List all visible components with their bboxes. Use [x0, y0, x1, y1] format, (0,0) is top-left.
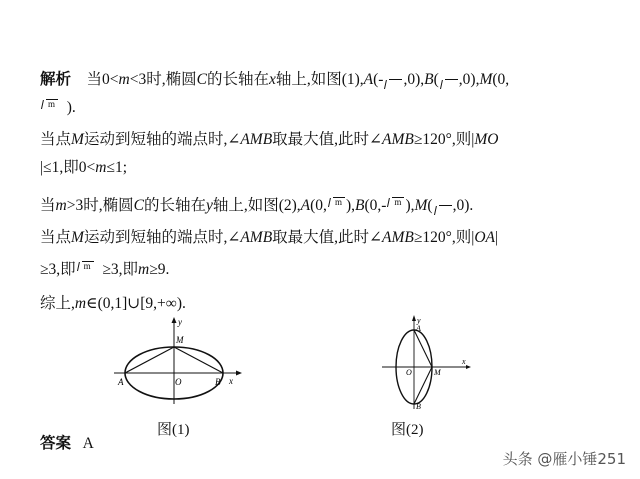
text: ≥9.	[149, 261, 170, 278]
text: 轴上,如图(2),	[212, 197, 301, 214]
x-axis-arrow	[236, 371, 242, 376]
text: 轴上,如图(1),	[275, 71, 364, 88]
text: ),	[405, 197, 415, 214]
text: (	[427, 197, 433, 214]
text: ≤1;	[106, 159, 128, 176]
text: ≥3,即	[102, 261, 139, 278]
text: 当点	[40, 131, 72, 148]
point-M: M	[479, 71, 493, 88]
label-O: O	[406, 368, 412, 377]
label-A: A	[416, 324, 421, 333]
text: (0,	[310, 197, 327, 214]
label-A: A	[118, 377, 124, 387]
text: ∈(0,1]∪[9,+∞).	[86, 295, 186, 312]
label-B: B	[416, 402, 421, 411]
text: 当	[40, 197, 56, 214]
x-axis-arrow	[466, 365, 471, 369]
text: ,0).	[452, 197, 474, 214]
label-x: x	[462, 357, 466, 366]
figure-1	[108, 314, 248, 408]
solution-line-3	[40, 130, 498, 150]
point-M: M	[414, 197, 428, 214]
text: ≥120°,则|	[413, 229, 475, 246]
text: ,0),	[403, 71, 425, 88]
var-C: C	[133, 197, 144, 214]
solution-line-7	[40, 260, 169, 280]
var-m: m	[118, 71, 130, 88]
sqrt-m: m	[77, 261, 94, 271]
answer-label: 答案	[40, 435, 72, 452]
sqrt-m: m	[328, 197, 345, 207]
var-y: y	[205, 197, 213, 214]
point-M: M	[71, 229, 84, 246]
text: |	[495, 229, 499, 246]
angle-AMB: AMB	[240, 131, 273, 148]
angle-AMB: AMB	[382, 229, 414, 246]
text: (-	[373, 71, 384, 88]
segment-OA: OA	[474, 229, 496, 246]
text: (0,	[492, 71, 510, 88]
figure-2	[376, 312, 482, 412]
solution-line-4	[40, 158, 127, 178]
point-A: A	[363, 71, 374, 88]
var-m: m	[95, 159, 107, 176]
solution-line-2	[40, 98, 76, 118]
text: 当0<	[86, 71, 119, 88]
text: ≥3,即	[40, 261, 76, 278]
text: 的长轴在	[206, 71, 269, 88]
label-x: x	[229, 376, 233, 386]
text: <3时,椭圆	[129, 71, 197, 88]
point-B: B	[424, 71, 434, 88]
answer-line	[40, 434, 94, 454]
text: 取最大值,此时∠	[272, 229, 383, 246]
label-y: y	[417, 316, 421, 325]
text: 的长轴在	[143, 197, 206, 214]
var-m: m	[138, 261, 150, 278]
text: ≥120°,则|	[413, 131, 475, 148]
angle-AMB: AMB	[240, 229, 273, 246]
point-M: M	[71, 131, 84, 148]
text: |≤1,即0<	[40, 159, 96, 176]
var-m: m	[74, 295, 87, 312]
text: 运动到短轴的端点时,∠	[83, 131, 241, 148]
point-A: A	[300, 197, 311, 214]
figure-1-caption: 图(1)	[157, 422, 190, 438]
y-axis-arrow	[412, 315, 416, 321]
answer-value: A	[82, 435, 94, 452]
text: 当点	[40, 229, 72, 246]
y-axis-arrow	[172, 317, 177, 323]
label-B: B	[215, 377, 221, 387]
sqrt-m: m	[387, 197, 404, 207]
label-M: M	[176, 335, 184, 345]
text: ).	[66, 99, 76, 116]
text: ,0),	[458, 71, 480, 88]
figure-2-caption: 图(2)	[391, 422, 424, 438]
var-C: C	[196, 71, 207, 88]
solution-line-1	[40, 70, 509, 90]
segment-MO: MO	[474, 131, 499, 148]
text: (0,-	[364, 197, 387, 214]
watermark: 头条 @雁小锤251	[502, 450, 626, 468]
point-B: B	[355, 197, 365, 214]
var-x: x	[268, 71, 276, 88]
var-m: m	[55, 197, 67, 214]
label-O: O	[175, 377, 182, 387]
text: ),	[345, 197, 355, 214]
solution-line-8	[40, 294, 186, 314]
label-y: y	[178, 317, 182, 327]
sqrt-m: m	[41, 99, 58, 109]
text: 运动到短轴的端点时,∠	[83, 229, 241, 246]
solution-line-6	[40, 228, 498, 248]
text: 取最大值,此时∠	[272, 131, 383, 148]
text: 综上,	[40, 295, 75, 312]
text: >3时,椭圆	[66, 197, 134, 214]
label-M: M	[434, 368, 441, 377]
angle-AMB: AMB	[382, 131, 414, 148]
text: (	[433, 71, 439, 88]
solution-line-5	[40, 196, 473, 216]
solution-label: 解析	[40, 71, 72, 88]
